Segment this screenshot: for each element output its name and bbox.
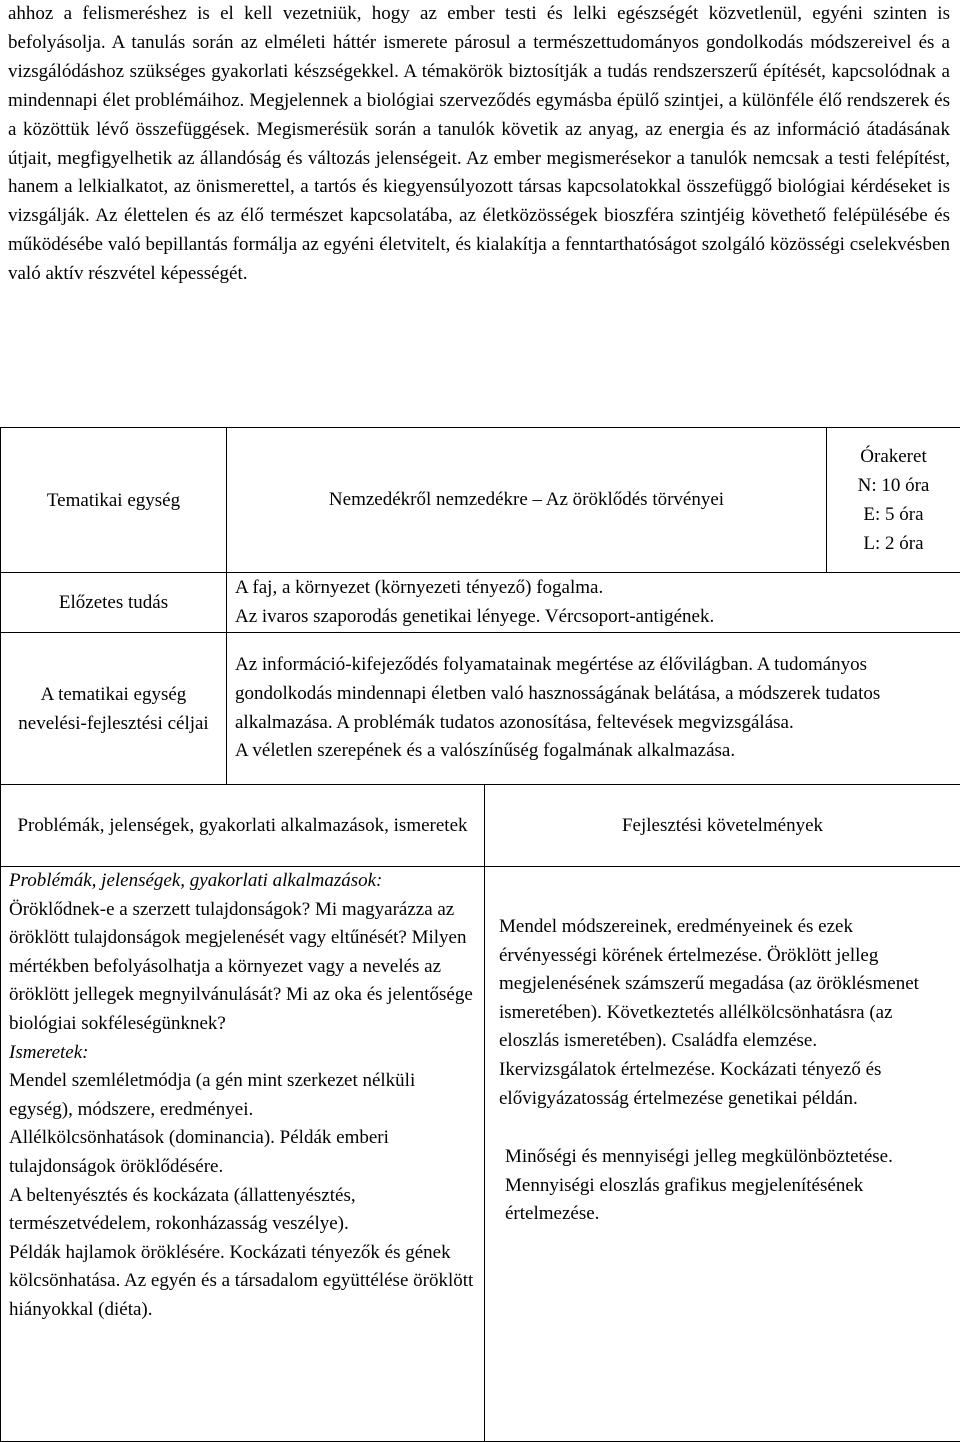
problems-header-cell — [1, 785, 485, 867]
prior-label: Előzetes tudás — [58, 592, 169, 613]
column-header-row — [1, 785, 960, 867]
knowledge-item: Mendel szemléletmódja (a gén mint szerkezet nélküli egység), módszere, eredményei. — [9, 1070, 416, 1120]
hours-e: E: 5 óra — [863, 504, 924, 525]
unit-label: Tematikai egység — [46, 489, 181, 511]
hours-cell — [827, 428, 960, 573]
development-item: Minőségi és mennyiségi jelleg megkülönböztetése. Mennyiségi eloszlás grafikus megjelenítésének értelmezése. — [505, 1146, 893, 1225]
goals-last-line: A véletlen szerepének és a valószínűség fogalmának alkalmazása. — [235, 740, 736, 762]
hours-label: Órakeret — [860, 446, 927, 467]
content-row — [1, 867, 960, 1442]
prior-knowledge-row — [1, 573, 960, 633]
knowledge-item: Példák hajlamok öröklésére. Kockázati tényezők és gének kölcsönhatása. Az egyén és a társadalom együttélése öröklött hiányokkal (diéta). — [9, 1241, 474, 1320]
prior-line: Az ivaros szaporodás genetikai lényege. Vércsoport-antigének. — [235, 605, 715, 627]
prior-label-cell — [1, 573, 227, 633]
prior-content-cell — [227, 573, 960, 633]
goals-row — [1, 633, 960, 785]
knowledge-item: Allélkölcsönhatások (dominancia). Példák emberi tulajdonságok öröklődésére. — [9, 1127, 389, 1177]
problems-content-cell — [1, 867, 485, 1442]
knowledge-subheading: Ismeretek: — [9, 1041, 89, 1063]
unit-label-cell — [1, 428, 227, 573]
development-item: Mendel módszereinek, eredményeinek és ezek érvényességi körének értelmezése. Öröklött jelleg megjelenésének számszerű megadása (az öröklésmenet ismeretében). Következtetés allélkölcsönhatásra (az eloszlás ismeretében). Családfa elemzése. Ikervizsgálatok értelmezése. Kockázati tényező és elővigyázatosság értelmezése genetikai példán. — [499, 916, 919, 1109]
problems-subheading: Problémák, jelenségek, gyakorlati alkalmazások: — [9, 870, 383, 891]
goals-label: A tematikai egység nevelési-fejlesztési céljai — [18, 683, 209, 734]
knowledge-item: A beltenyésztés és kockázata (állattenyésztés, természetvédelem, rokonházasság veszélye). — [9, 1184, 356, 1235]
hours-n: N: 10 óra — [857, 475, 930, 496]
goals-label-cell — [1, 633, 227, 785]
goals-content-cell — [227, 633, 960, 785]
unit-title: Nemzedékről nemzedékre – Az öröklődés törvényei — [328, 489, 725, 510]
unit-row — [1, 428, 960, 573]
intro-paragraph: ahhoz a felismeréshez is el kell vezetniük, hogy az ember testi és lelki egészségét közvetlenül, egyéni szinten is befolyásolja. A tanulás során az elméleti háttér ismerete párosul a természettudományos gondolkodás módszereivel és a vizsgálódáshoz szükséges gyakorlati készségekkel. A témakörök biztosítják a tudás rendszerszerű építését, kapcsolódnak a mindennapi élet problémáihoz. Megjelennek a biológiai szerveződés egymásba épülő szintjei, a különféle élő rendszerek és a közöttük lévő összefüggések. Megismerésük során a tanulók követik az anyag, az energia és az információ átadásának útjait, megfigyelhetik az állandóság és változás jelenségeit. Az ember megismerésekor a tanulók nemcsak a testi felépítést, hanem a lelkialkatot, az önismerettel, a tartós és kiegyensúlyozott társas kapcsolatokkal összefüggő biológiai kérdéseket is vizsgálják. Az élettelen és az élő természet kapcsolatába, az életközösségek bioszféra szintjéig követhető felépülésébe és működésébe való bepillantás formálja az egyéni életvitelt, és kialakítja a fenntarthatóságot szolgáló közösségi cselekvésben való aktív részvétel képességét. — [8, 3, 950, 285]
hours-l: L: 2 óra — [863, 533, 924, 554]
problems-header: Problémák, jelenségek, gyakorlati alkalmazások, ismeretek — [17, 815, 468, 836]
problems-text: Öröklődnek-e a szerzett tulajdonságok? Mi magyarázza az öröklött tulajdonságok megjelenését vagy eltűnését? Milyen mértékben befolyásolhatja a környezet vagy a nevelés az öröklött jellegek megnyilvánulását? Mi az oka és jelentősége biológiai sokféleségünknek? — [9, 898, 473, 1034]
development-content-cell — [485, 867, 960, 1442]
development-header: Fejlesztési követelmények — [621, 815, 824, 836]
unit-title-cell — [227, 428, 827, 573]
development-header-cell — [485, 785, 960, 867]
goals-text: Az információ-kifejeződés folyamatainak megértése az élővilágban. A tudományos gondolkodás mindennapi életben való hasznosságának belátása, a módszerek tudatos alkalmazása. A problémák tudatos azonosítása, feltevések megvizsgálása. — [235, 654, 881, 733]
prior-line: A faj, a környezet (környezeti tényező) fogalma. — [235, 576, 604, 598]
curriculum-table — [0, 427, 960, 1442]
